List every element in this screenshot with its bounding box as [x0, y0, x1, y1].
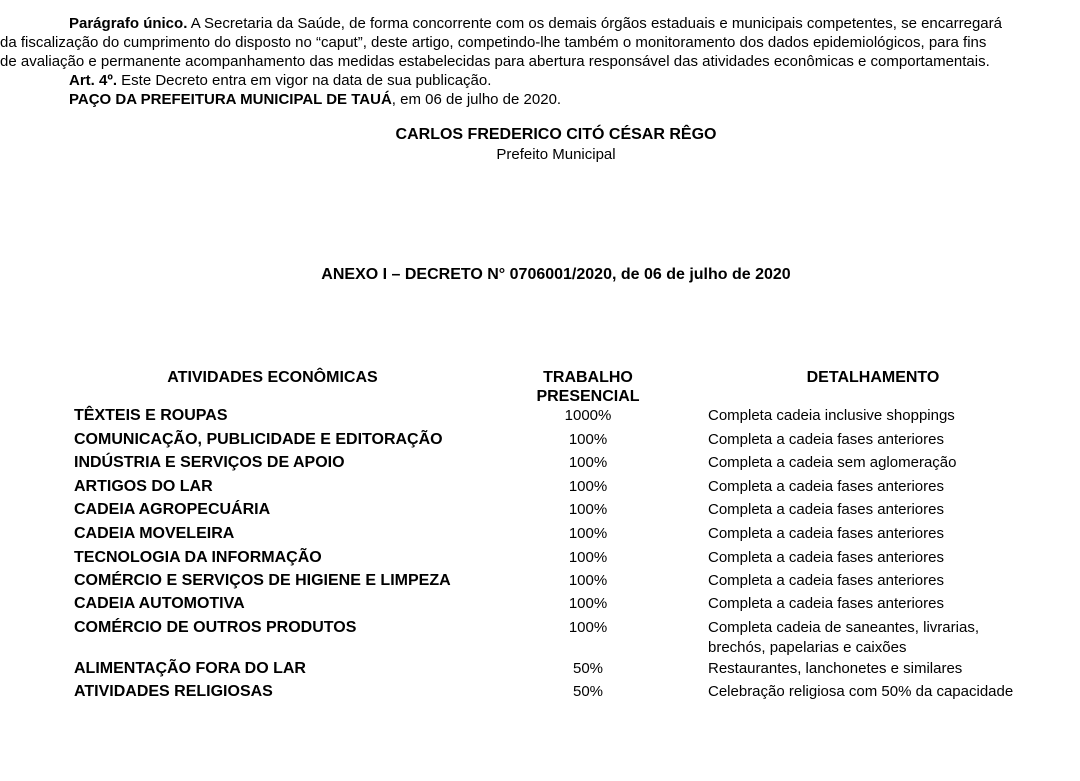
header-work-line-1: TRABALHO — [543, 369, 633, 386]
detail-cell: Completa a cadeia fases anteriores — [708, 501, 944, 518]
percent-cell: 50% — [572, 683, 604, 700]
percent-cell: 100% — [568, 501, 608, 518]
detail-cell: Completa cadeia inclusive shoppings — [708, 407, 955, 424]
activity-cell: TÊXTEIS E ROUPAS — [74, 407, 228, 424]
detail-cell: Completa a cadeia fases anteriores — [708, 595, 944, 612]
activity-cell: CADEIA AGROPECUÁRIA — [74, 501, 271, 518]
percent-cell: 100% — [568, 619, 608, 636]
detail-cell: Restaurantes, lanchonetes e similares — [708, 660, 963, 677]
table-row — [0, 594, 1080, 616]
table-row — [0, 477, 1080, 499]
percent-cell: 100% — [568, 431, 608, 448]
activity-cell: ARTIGOS DO LAR — [74, 478, 213, 495]
table-row — [0, 406, 1080, 428]
table-row — [0, 571, 1080, 593]
detail-cell: Completa a cadeia fases anteriores — [708, 525, 944, 542]
article-4-text: Este Decreto entra em vigor na data de sua publicação. — [117, 72, 492, 89]
table-row — [0, 500, 1080, 522]
table-row — [0, 430, 1080, 452]
activity-cell: CADEIA MOVELEIRA — [74, 525, 235, 542]
table-row — [0, 682, 1080, 704]
signature-title: Prefeito Municipal — [496, 146, 616, 163]
percent-cell: 100% — [568, 454, 608, 471]
paragraph-unico-line-2: da fiscalização do cumprimento do disposto no “caput”, deste artigo, competindo-lhe também o monitoramento dos dados epidemiológicos, para fins — [0, 34, 987, 51]
percent-cell: 100% — [568, 549, 608, 566]
table-row — [0, 659, 1080, 681]
percent-cell: 100% — [568, 478, 608, 495]
table-row — [0, 524, 1080, 546]
header-work — [510, 368, 666, 406]
table-row — [0, 618, 1080, 660]
percent-cell: 100% — [568, 595, 608, 612]
article-4 — [69, 72, 491, 90]
paragraph-unico-label: Parágrafo único. — [69, 15, 188, 32]
table-row — [0, 453, 1080, 475]
paco-line — [69, 91, 561, 109]
activity-cell: ALIMENTAÇÃO FORA DO LAR — [74, 660, 306, 677]
detail-cell: Completa a cadeia sem aglomeração — [708, 454, 957, 471]
detail-cell: Completa a cadeia fases anteriores — [708, 572, 944, 589]
detail-cell: Completa a cadeia fases anteriores — [708, 478, 944, 495]
paragraph-unico-line-3: de avaliação e permanente acompanhamento das medidas estabelecidas para abertura responsável das atividades econômicas e comportamentais. — [0, 53, 990, 70]
signature-name: CARLOS FREDERICO CITÓ CÉSAR RÊGO — [395, 126, 717, 143]
activity-cell: CADEIA AUTOMOTIVA — [74, 595, 245, 612]
article-4-label: Art. 4º. — [69, 72, 117, 89]
paco-text: , em 06 de julho de 2020. — [391, 91, 562, 108]
activity-cell: COMUNICAÇÃO, PUBLICIDADE E EDITORAÇÃO — [74, 431, 443, 448]
percent-cell: 100% — [568, 525, 608, 542]
activity-cell: COMÉRCIO E SERVIÇOS DE HIGIENE E LIMPEZA — [74, 572, 451, 589]
detail-cell: Completa a cadeia fases anteriores — [708, 431, 944, 448]
percent-cell: 50% — [572, 660, 604, 677]
paragraph-unico-text-1: A Secretaria da Saúde, de forma concorrente com os demais órgãos estaduais e municipais competentes, se encarregará — [187, 15, 1002, 32]
header-activities: ATIVIDADES ECONÔMICAS — [167, 369, 378, 386]
percent-cell: 100% — [568, 572, 608, 589]
table-row — [0, 548, 1080, 570]
detail-cell: Completa cadeia de saneantes, livrarias, brechós, papelarias e caixões — [708, 619, 979, 656]
activity-cell: TECNOLOGIA DA INFORMAÇÃO — [74, 549, 322, 566]
detail-cell: Celebração religiosa com 50% da capacidade — [708, 683, 1014, 700]
paragraph-unico-line-1 — [69, 15, 1002, 33]
paco-label: PAÇO DA PREFEITURA MUNICIPAL DE TAUÁ — [69, 91, 392, 108]
activity-cell: ATIVIDADES RELIGIOSAS — [74, 683, 273, 700]
header-detail: DETALHAMENTO — [806, 369, 940, 386]
header-work-line-2: PRESENCIAL — [536, 388, 640, 405]
percent-cell: 1000% — [564, 407, 612, 424]
activity-cell: COMÉRCIO DE OUTROS PRODUTOS — [74, 619, 357, 636]
annex-title: ANEXO I – DECRETO N° 0706001/2020, de 06 de julho de 2020 — [321, 266, 791, 283]
activity-cell: INDÚSTRIA E SERVIÇOS DE APOIO — [74, 454, 345, 471]
detail-cell: Completa a cadeia fases anteriores — [708, 549, 944, 566]
